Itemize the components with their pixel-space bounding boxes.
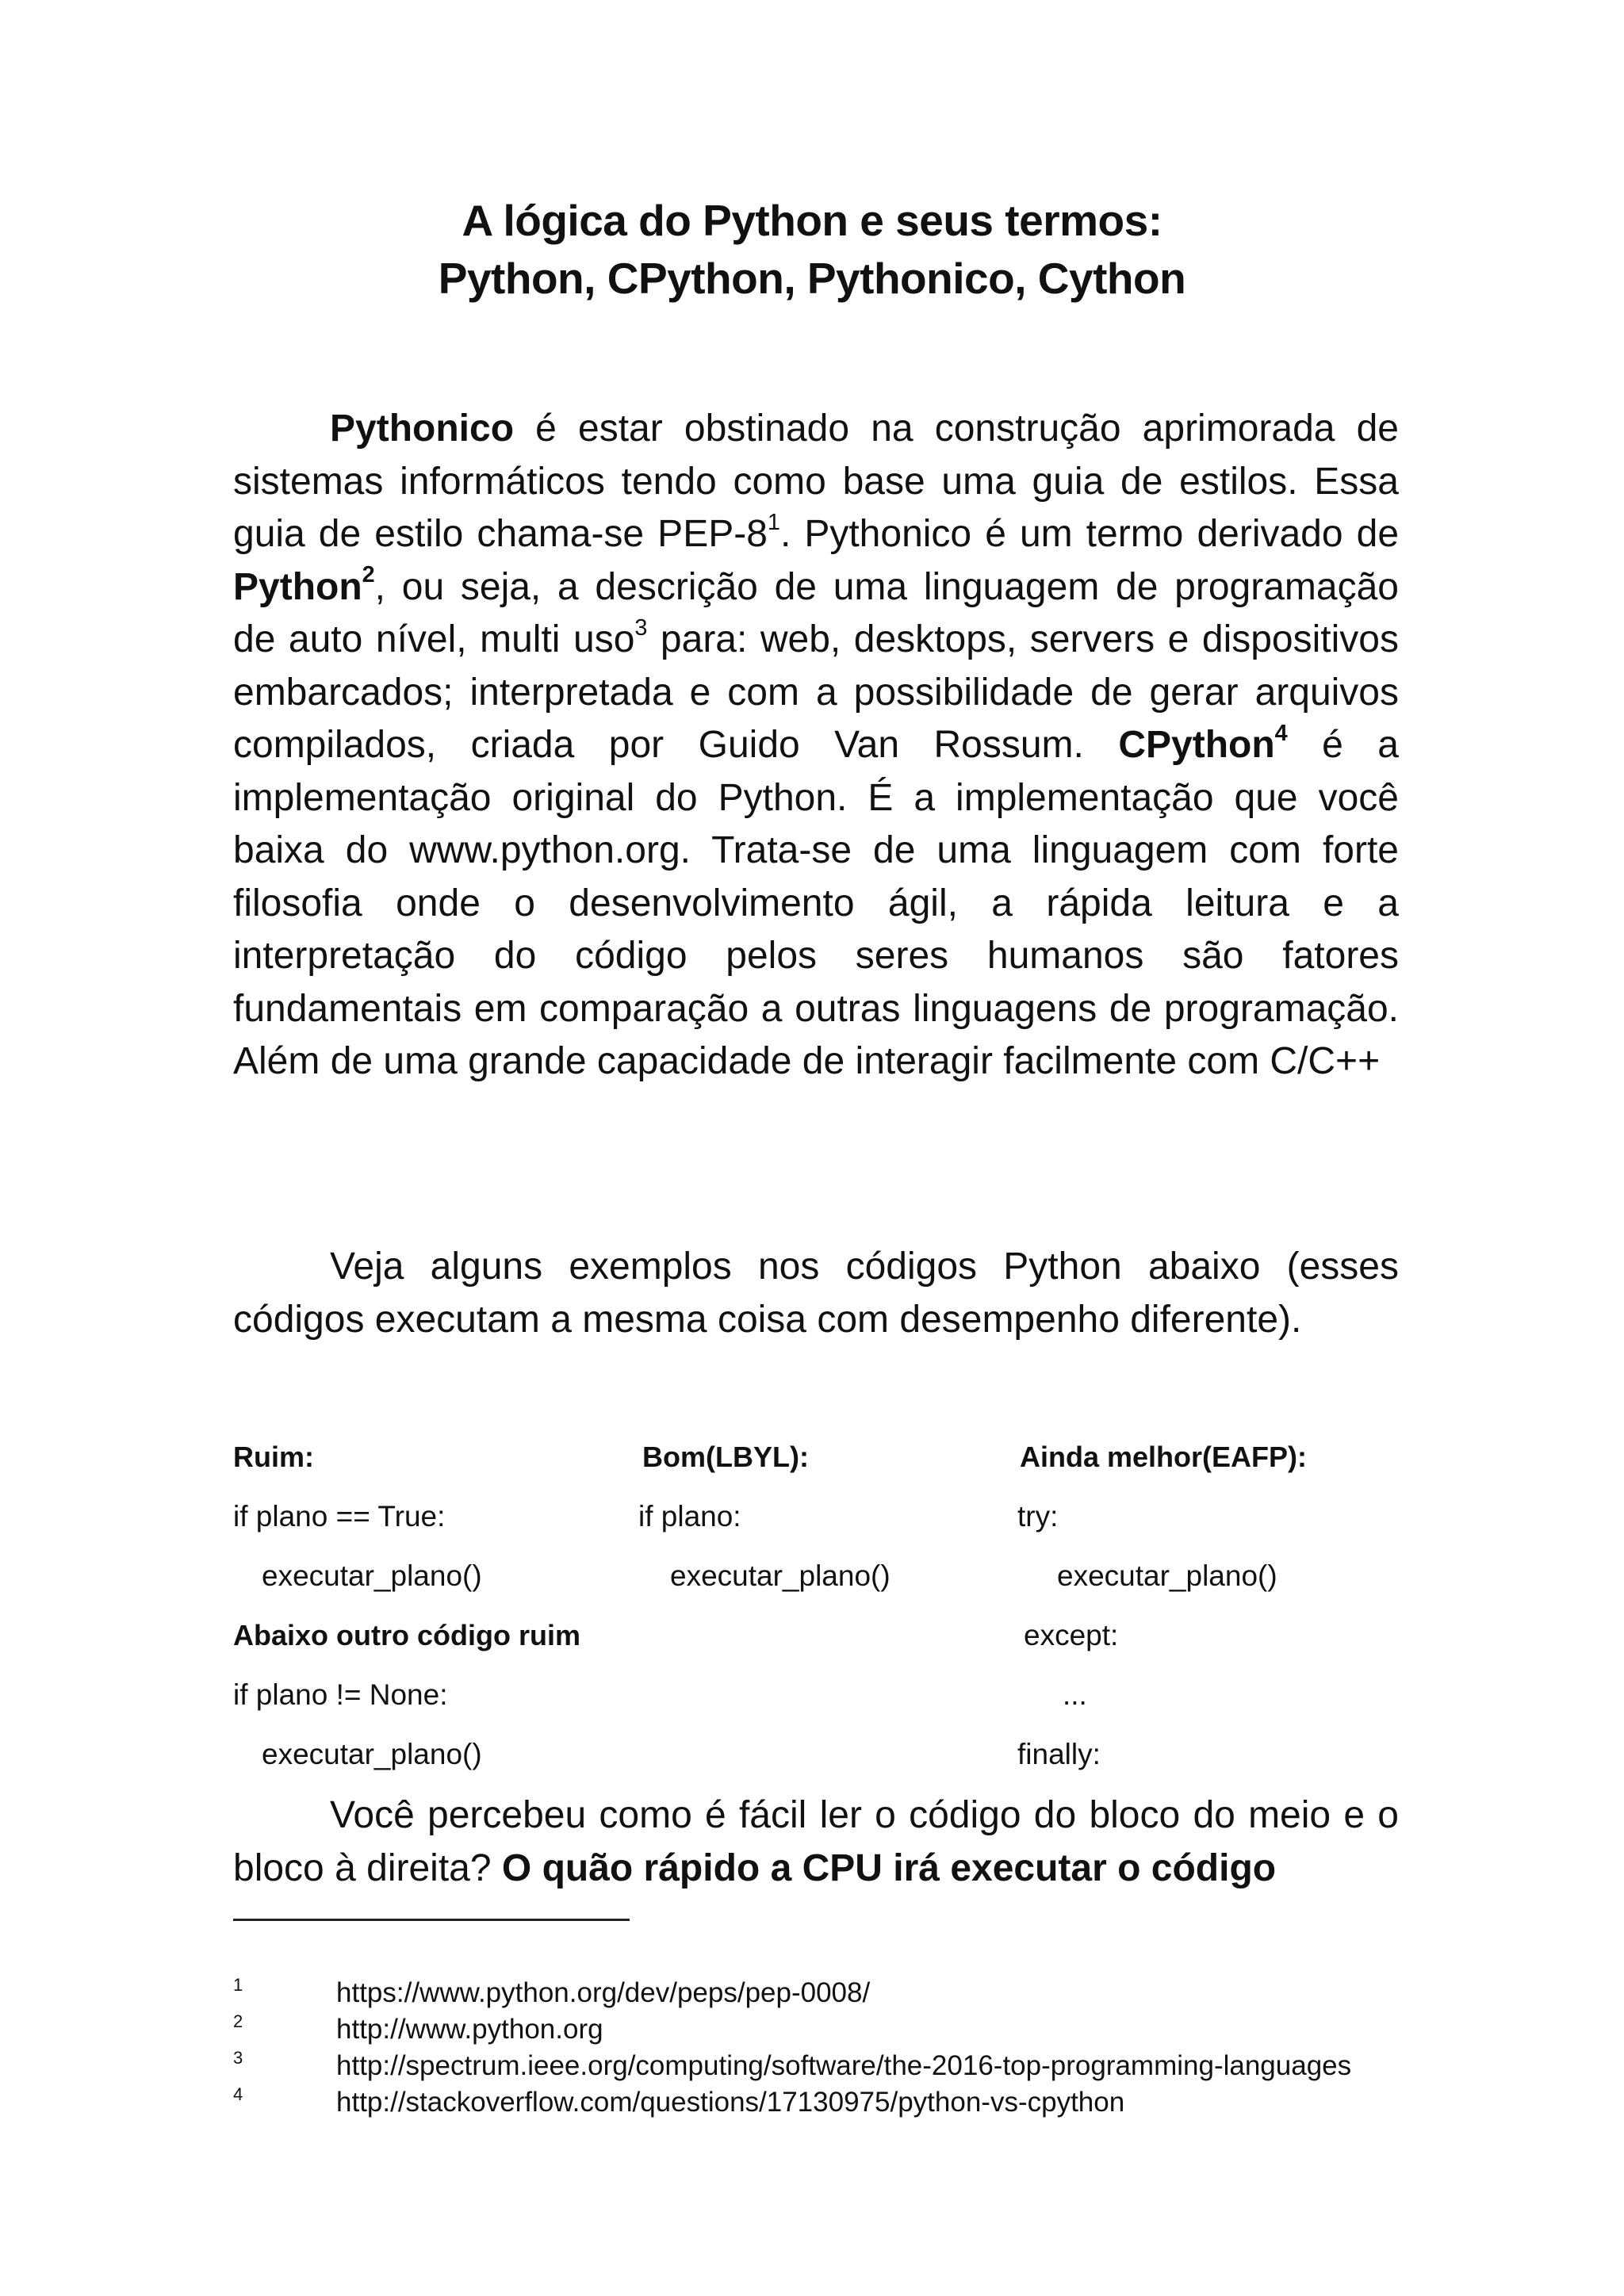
paragraph-bold-text: O quão rápido a CPU irá executar o código	[501, 1846, 1277, 1889]
term-cpython: CPython	[1118, 724, 1275, 766]
code-line: executar_plano()	[670, 1559, 891, 1592]
paragraph-pythonico	[233, 403, 1399, 1089]
paragraph-text: é a implementação original do Python. É a implementação que você baixa do www.python.org. Trata-se de uma linguagem com forte filosofia onde o desenvolvimento ágil, a rápida leitura e a interpretação do código pelos seres humanos são fatores fundamentais em comparação a outras linguagens de programação. Além de uma grande capacidade de interagir facilmente com C/C++	[233, 724, 1399, 1082]
code-header-outro-ruim: Abaixo outro código ruim	[233, 1619, 580, 1651]
term-pythonico: Pythonico	[330, 408, 515, 450]
paragraph-text: Você percebeu como é fácil ler o código do bloco do meio e o bloco à direita?	[233, 1794, 1399, 1889]
paragraph-examples	[233, 1241, 1399, 1346]
footnote-link[interactable]: http://stackoverflow.com/questions/17130975/python-vs-cpython	[336, 2087, 1125, 2118]
code-line: executar_plano()	[1057, 1559, 1277, 1592]
paragraph-text: . Pythonico é um termo derivado de	[779, 513, 1400, 555]
code-line: executar_plano()	[262, 1738, 482, 1770]
footnote-3	[233, 2042, 1351, 2082]
paragraph-text: para: web, desktops, servers e dispositivos embarcados; interpretada e com a possibilidade de gerar arquivos compilados, criada por Guido Van Rossum.	[233, 618, 1399, 766]
footnote-link[interactable]: http://spectrum.ieee.org/computing/software/the-2016-top-programming-languages	[336, 2050, 1352, 2081]
page-title	[0, 192, 1624, 308]
footnote-number: 2	[233, 2011, 243, 2031]
code-line: if plano == True:	[233, 1500, 446, 1533]
paragraph-text: é estar obstinado na construção aprimorada de sistemas informáticos tendo como base uma guia de estilos. Essa guia de estilo chama-se PEP-8	[233, 408, 1399, 555]
code-header-ruim: Ruim:	[233, 1441, 314, 1473]
paragraph-question	[233, 1789, 1399, 1895]
code-line: except:	[1024, 1619, 1119, 1651]
title-line-1: A lógica do Python e seus termos:	[462, 196, 1162, 245]
footnote-separator	[233, 1919, 630, 1921]
footnote-ref-4[interactable]: 4	[1274, 720, 1288, 746]
footnote-1	[233, 1969, 870, 2009]
footnote-ref-3[interactable]: 3	[634, 614, 648, 641]
code-line: try:	[1017, 1500, 1059, 1533]
code-line: ...	[1063, 1678, 1087, 1711]
code-line: if plano:	[638, 1500, 741, 1533]
code-line: finally:	[1017, 1738, 1101, 1770]
footnote-4	[233, 2079, 1124, 2118]
code-header-ainda-melhor: Ainda melhor(EAFP):	[1020, 1441, 1308, 1473]
term-python: Python	[233, 565, 362, 608]
code-line: if plano != None:	[233, 1678, 448, 1711]
footnote-number: 4	[233, 2084, 243, 2104]
code-line: executar_plano()	[262, 1559, 482, 1592]
code-header-bom: Bom(LBYL):	[642, 1441, 809, 1473]
footnote-link[interactable]: http://www.python.org	[336, 2014, 603, 2045]
title-line-2: Python, CPython, Pythonico, Cython	[438, 254, 1186, 303]
paragraph-text: Veja alguns exemplos nos códigos Python abaixo (esses códigos executam a mesma coisa com desempenho diferente).	[233, 1246, 1399, 1341]
footnote-2	[233, 2006, 603, 2045]
footnote-ref-2[interactable]: 2	[362, 562, 375, 588]
footnote-number: 1	[233, 1975, 243, 1995]
footnote-link[interactable]: https://www.python.org/dev/peps/pep-0008/	[336, 1977, 871, 2008]
footnote-number: 3	[233, 2048, 243, 2068]
paragraph-text: , ou seja, a descrição de uma linguagem de programação de auto nível, multi uso	[233, 565, 1399, 660]
footnote-ref-1[interactable]: 1	[767, 509, 780, 535]
